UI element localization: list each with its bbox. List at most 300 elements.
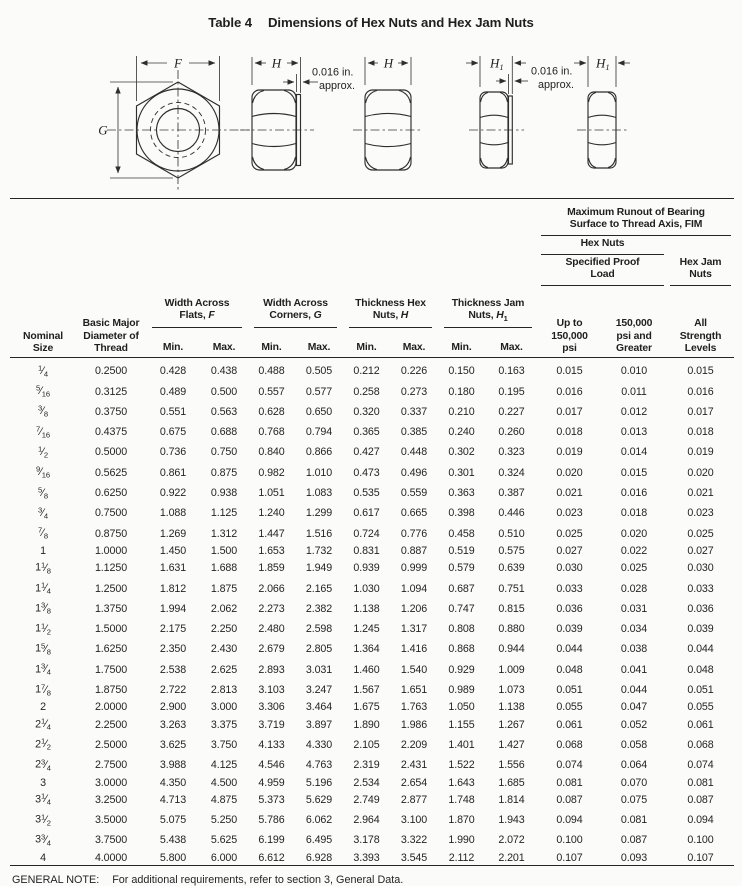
value-cell: 2.175 (159, 623, 187, 636)
table-row (10, 851, 734, 866)
value-cell: 0.258 (353, 385, 380, 398)
value-cell: 0.047 (620, 701, 648, 714)
value-cell: 0.034 (620, 623, 648, 636)
value-cell: 2.749 (353, 793, 380, 806)
value-cell: 2.625 (210, 663, 238, 676)
value-cell: 5.075 (159, 814, 187, 827)
value-cell: 3.750 (210, 738, 238, 751)
value-cell: 2.877 (400, 793, 428, 806)
value-cell: 0.039 (556, 623, 583, 636)
value-cell: 0.210 (448, 405, 475, 418)
col-group-thickness-hex-nuts: Thickness Hex Nuts, H (343, 286, 438, 341)
value-cell: 0.387 (498, 487, 525, 500)
value-cell: 1.763 (400, 701, 428, 714)
dim-h-label: H (271, 55, 282, 71)
value-cell: 0.577 (305, 385, 333, 398)
table-row (10, 810, 734, 830)
value-cell: 1.7500 (94, 663, 128, 676)
hex-nut-side-view (240, 56, 355, 171)
value-cell: 0.018 (687, 426, 714, 439)
value-cell: 2.813 (210, 684, 238, 697)
col-g-max: Max. (307, 341, 331, 353)
value-cell: 2.105 (353, 738, 380, 751)
value-cell: 1.051 (258, 487, 285, 500)
value-cell: 0.087 (556, 793, 583, 806)
table-row (10, 579, 734, 599)
value-cell: 3.464 (305, 701, 333, 714)
value-cell: 2.112 (448, 851, 475, 864)
value-cell: 5.250 (210, 814, 238, 827)
value-cell: 3.000 (210, 701, 238, 714)
value-cell: 0.021 (556, 487, 583, 500)
value-cell: 0.750 (210, 446, 238, 459)
value-cell: 0.815 (498, 602, 525, 615)
value-cell: 1.859 (258, 562, 285, 575)
value-cell: 0.2500 (94, 365, 128, 378)
value-cell: 1.267 (498, 718, 525, 731)
value-cell: 0.010 (620, 365, 648, 378)
table-number: Table 4 (208, 15, 252, 30)
value-cell: 2.534 (353, 776, 380, 789)
dim-h-label-2: H (383, 55, 394, 71)
value-cell: 2.062 (210, 602, 238, 615)
value-cell: 2.350 (159, 643, 187, 656)
value-cell: 0.030 (556, 562, 583, 575)
nominal-size-cell: 4 (40, 851, 46, 864)
value-cell: 2.0000 (94, 701, 128, 714)
value-cell: 0.081 (687, 776, 714, 789)
dim-h (252, 57, 318, 93)
value-cell: 0.150 (448, 365, 475, 378)
table-row (10, 358, 734, 382)
nominal-size-cell: $^7⁄_8$ (38, 525, 48, 541)
value-cell: 0.320 (353, 405, 380, 418)
value-cell: 3.103 (258, 684, 285, 697)
value-cell: 3.306 (258, 701, 285, 714)
value-cell: 0.021 (687, 487, 714, 500)
value-cell: 3.7500 (94, 834, 128, 847)
col-f-min: Min. (162, 341, 184, 353)
value-cell: 6.000 (210, 851, 238, 864)
col-nominal-size: Nominal Size (23, 330, 63, 354)
value-cell: 1.986 (400, 718, 428, 731)
value-cell: 5.786 (258, 814, 285, 827)
value-cell: 0.051 (687, 684, 714, 697)
value-cell: 2.2500 (94, 718, 128, 731)
value-cell: 0.559 (400, 487, 428, 500)
value-cell: 0.5625 (94, 466, 128, 479)
nominal-size-cell: $^3⁄_4$ (38, 505, 48, 521)
col-group-thickness-jam-nuts: Thickness Jam Nuts, $H_1$ (438, 286, 538, 341)
value-cell: 5.196 (305, 776, 333, 789)
value-cell: 0.044 (620, 684, 648, 697)
value-cell: 6.495 (305, 834, 333, 847)
value-cell: 2.165 (305, 582, 333, 595)
value-cell: 0.033 (556, 582, 583, 595)
value-cell: 0.665 (400, 507, 428, 520)
value-cell: 1.2500 (94, 582, 128, 595)
nominal-size-cell: $^1⁄_2$ (38, 444, 48, 460)
value-cell: 2.654 (400, 776, 428, 789)
nominal-size-cell: $1^7⁄_8$ (35, 682, 51, 698)
value-cell: 0.861 (159, 466, 187, 479)
value-cell: 0.094 (687, 814, 714, 827)
value-cell: 0.017 (556, 405, 583, 418)
value-cell: 0.163 (498, 365, 525, 378)
value-cell: 1.875 (210, 582, 238, 595)
value-cell: 0.768 (258, 426, 285, 439)
value-cell: 0.500 (210, 385, 238, 398)
value-cell: 0.363 (448, 487, 475, 500)
value-cell: 0.724 (353, 527, 380, 540)
hex-nuts-banner-spacer (667, 236, 734, 255)
value-cell: 0.999 (400, 562, 428, 575)
hex-nut-side-view-2 (353, 56, 423, 171)
nominal-size-cell: 2 (40, 701, 46, 714)
value-cell: 0.048 (687, 663, 714, 676)
value-cell: 3.719 (258, 718, 285, 731)
nominal-size-cell: $3^1⁄_2$ (35, 812, 51, 828)
nominal-size-cell: $1^3⁄_4$ (35, 661, 51, 677)
value-cell: 0.061 (556, 718, 583, 731)
value-cell: 0.880 (498, 623, 525, 636)
general-note-label: GENERAL NOTE: (12, 873, 100, 886)
value-cell: 0.058 (620, 738, 648, 751)
value-cell: 0.027 (687, 544, 714, 557)
value-cell: 1.500 (210, 544, 238, 557)
table-caption: Dimensions of Hex Nuts and Hex Jam Nuts (267, 15, 534, 30)
table-body (10, 358, 734, 866)
value-cell: 1.050 (448, 701, 475, 714)
col-h-min: Min. (356, 341, 377, 353)
col-basic-major-diameter: Basic Major Diameter of Thread (82, 318, 140, 354)
dim-f-label: F (174, 55, 182, 71)
value-cell: 0.068 (687, 738, 714, 751)
value-cell: 1.460 (353, 663, 380, 676)
value-cell: 3.263 (159, 718, 187, 731)
table-row (10, 402, 734, 422)
value-cell: 0.989 (448, 684, 475, 697)
value-cell: 3.0000 (94, 776, 128, 789)
value-cell: 0.519 (448, 544, 475, 557)
value-cell: 3.545 (400, 851, 428, 864)
value-cell: 4.713 (159, 793, 187, 806)
hex-jam-nuts-banner: Hex Jam Nuts (667, 255, 734, 286)
value-cell: 1.138 (353, 602, 380, 615)
col-group-width-across-corners: Width Across Corners, G (248, 286, 343, 341)
value-cell: 1.949 (305, 562, 333, 575)
value-cell: 0.736 (159, 446, 187, 459)
value-cell: 0.022 (620, 544, 648, 557)
nominal-size-cell: $2^1⁄_4$ (35, 716, 51, 732)
dimensions-table (10, 198, 734, 866)
value-cell: 0.087 (687, 793, 714, 806)
value-cell: 0.866 (305, 446, 333, 459)
value-cell: 2.964 (353, 814, 380, 827)
value-cell: 0.505 (305, 365, 333, 378)
nominal-size-cell: 3 (40, 776, 46, 789)
value-cell: 0.027 (556, 544, 583, 557)
table-row (10, 503, 734, 523)
value-cell: 2.066 (258, 582, 285, 595)
value-cell: 0.036 (687, 602, 714, 615)
value-cell: 3.178 (353, 834, 380, 847)
value-cell: 0.015 (620, 466, 648, 479)
value-cell: 0.617 (353, 507, 380, 520)
value-cell: 0.982 (258, 466, 285, 479)
value-cell: 1.3750 (94, 602, 128, 615)
value-cell: 0.808 (448, 623, 475, 636)
value-cell: 0.6250 (94, 487, 128, 500)
value-cell: 0.016 (556, 385, 583, 398)
value-cell: 0.017 (687, 405, 714, 418)
value-cell: 2.538 (159, 663, 187, 676)
general-note-text: For additional requirements, refer to section 3, General Data. (112, 873, 404, 886)
runout-banner: Maximum Runout of Bearing Surface to Thread Axis, FIM (538, 199, 734, 236)
value-cell: 2.900 (159, 701, 187, 714)
dim-g-label: G (98, 122, 108, 138)
col-h1-min: Min. (451, 341, 472, 353)
value-cell: 4.500 (210, 776, 238, 789)
value-cell: 0.018 (620, 507, 648, 520)
value-cell: 1.890 (353, 718, 380, 731)
value-cell: 4.875 (210, 793, 238, 806)
value-cell: 0.030 (687, 562, 714, 575)
value-cell: 1.450 (159, 544, 187, 557)
value-cell: 1.245 (353, 623, 380, 636)
value-cell: 1.317 (400, 623, 428, 636)
value-cell: 0.675 (159, 426, 187, 439)
value-cell: 1.427 (498, 738, 525, 751)
col-proof-150000-greater: 150,000 psi and Greater (615, 318, 653, 354)
value-cell: 0.557 (258, 385, 285, 398)
value-cell: 0.044 (556, 643, 583, 656)
value-cell: 0.226 (400, 365, 428, 378)
value-cell: 0.011 (621, 385, 647, 398)
table-row (10, 544, 734, 558)
value-cell: 2.893 (258, 663, 285, 676)
value-cell: 0.794 (305, 426, 333, 439)
value-cell: 2.431 (400, 759, 428, 772)
value-cell: 2.209 (400, 738, 428, 751)
value-cell: 4.0000 (94, 851, 128, 864)
value-cell: 0.019 (687, 446, 714, 459)
col-proof-up-to-150000: Up to 150,000 psi (551, 318, 588, 354)
nominal-size-cell: $1^5⁄_8$ (35, 641, 51, 657)
value-cell: 1.994 (159, 602, 187, 615)
value-cell: 1.206 (400, 602, 428, 615)
general-note (12, 874, 742, 886)
value-cell: 0.385 (400, 426, 428, 439)
value-cell: 2.430 (210, 643, 238, 656)
value-cell: 0.036 (556, 602, 583, 615)
value-cell: 1.009 (498, 663, 525, 676)
value-cell: 0.3750 (94, 405, 128, 418)
value-cell: 0.8750 (94, 527, 128, 540)
value-cell: 0.458 (448, 527, 475, 540)
value-cell: 0.398 (448, 507, 475, 520)
value-cell: 1.416 (400, 643, 428, 656)
jam-nut-side-view-2 (574, 56, 630, 169)
value-cell: 0.070 (620, 776, 648, 789)
col-h-max: Max. (402, 341, 426, 353)
value-cell: 0.013 (620, 426, 648, 439)
value-cell: 0.031 (620, 602, 648, 615)
proof-load-banner: Specified Proof Load (538, 255, 667, 286)
value-cell: 3.393 (353, 851, 380, 864)
nominal-size-cell: $^1⁄_4$ (38, 363, 48, 379)
value-cell: 0.496 (400, 466, 428, 479)
value-cell: 0.052 (620, 718, 648, 731)
value-cell: 0.688 (210, 426, 238, 439)
value-cell: 0.273 (400, 385, 428, 398)
value-cell: 1.269 (159, 527, 187, 540)
value-cell: 0.212 (353, 365, 380, 378)
value-cell: 0.020 (556, 466, 583, 479)
value-cell: 0.014 (620, 446, 648, 459)
washer-offset-note-line2: approx. (538, 79, 575, 91)
col-g-min: Min. (261, 341, 282, 353)
value-cell: 3.247 (305, 684, 333, 697)
page-title (0, 0, 742, 48)
value-cell: 5.438 (159, 834, 187, 847)
value-cell: 1.653 (258, 544, 285, 557)
value-cell: 0.015 (687, 365, 714, 378)
value-cell: 1.6250 (94, 643, 128, 656)
value-cell: 1.088 (159, 507, 187, 520)
value-cell: 3.5000 (94, 814, 128, 827)
value-cell: 0.687 (448, 582, 475, 595)
nominal-size-cell: $2^3⁄_4$ (35, 757, 51, 773)
value-cell: 0.023 (687, 507, 714, 520)
value-cell: 1.155 (448, 718, 475, 731)
value-cell: 4.350 (159, 776, 187, 789)
table-row (10, 382, 734, 402)
value-cell: 0.868 (448, 643, 475, 656)
value-cell: 0.747 (448, 602, 475, 615)
value-cell: 0.093 (620, 851, 648, 864)
value-cell: 0.074 (556, 759, 583, 772)
value-cell: 0.023 (556, 507, 583, 520)
nominal-size-cell: $1^1⁄_8$ (35, 560, 51, 576)
hex-front-view (98, 56, 250, 193)
value-cell: 1.540 (400, 663, 428, 676)
value-cell: 6.062 (305, 814, 333, 827)
value-cell: 0.039 (687, 623, 714, 636)
value-cell: 1.943 (498, 814, 525, 827)
value-cell: 2.805 (305, 643, 333, 656)
table-row (10, 558, 734, 578)
table-row (10, 524, 734, 544)
value-cell: 0.061 (687, 718, 714, 731)
value-cell: 0.015 (556, 365, 583, 378)
value-cell: 0.033 (687, 582, 714, 595)
washer-offset-note-line2: approx. (319, 80, 356, 92)
value-cell: 1.073 (498, 684, 525, 697)
value-cell: 1.522 (448, 759, 475, 772)
nominal-size-cell: $1^3⁄_8$ (35, 600, 51, 616)
table-row (10, 463, 734, 483)
value-cell: 0.488 (258, 365, 285, 378)
value-cell: 0.628 (258, 405, 285, 418)
value-cell: 1.732 (305, 544, 333, 557)
value-cell: 4.763 (305, 759, 333, 772)
value-cell: 1.1250 (94, 562, 128, 575)
value-cell: 4.330 (305, 738, 333, 751)
value-cell: 0.438 (210, 365, 238, 378)
value-cell: 0.028 (620, 582, 648, 595)
jam-nut-side-view (466, 56, 574, 169)
table-row (10, 680, 734, 700)
table-row (10, 619, 734, 639)
value-cell: 0.081 (620, 814, 648, 827)
value-cell: 2.201 (498, 851, 525, 864)
value-cell: 1.401 (448, 738, 475, 751)
value-cell: 0.100 (687, 834, 714, 847)
table-row (10, 830, 734, 850)
value-cell: 0.5000 (94, 446, 128, 459)
col-f-max: Max. (212, 341, 236, 353)
value-cell: 2.319 (353, 759, 380, 772)
value-cell: 0.260 (498, 426, 525, 439)
value-cell: 0.448 (400, 446, 428, 459)
value-cell: 1.675 (353, 701, 380, 714)
value-cell: 2.722 (159, 684, 187, 697)
value-cell: 1.685 (498, 776, 525, 789)
value-cell: 0.019 (556, 446, 583, 459)
value-cell: 0.575 (498, 544, 525, 557)
value-cell: 5.629 (305, 793, 333, 806)
value-cell: 0.087 (620, 834, 648, 847)
value-cell: 2.072 (498, 834, 525, 847)
value-cell: 1.556 (498, 759, 525, 772)
value-cell: 3.375 (210, 718, 238, 731)
nominal-size-cell: $^5⁄_{16}$ (35, 383, 51, 399)
value-cell: 0.7500 (94, 507, 128, 520)
col-h1-max: Max. (500, 341, 523, 353)
value-cell: 0.302 (448, 446, 475, 459)
value-cell: 1.870 (448, 814, 475, 827)
value-cell: 1.083 (305, 487, 333, 500)
value-cell: 2.7500 (94, 759, 128, 772)
value-cell: 0.020 (620, 527, 648, 540)
value-cell: 2.250 (210, 623, 238, 636)
value-cell: 0.020 (687, 466, 714, 479)
value-cell: 0.427 (353, 446, 380, 459)
value-cell: 4.133 (258, 738, 285, 751)
value-cell: 1.125 (210, 507, 238, 520)
value-cell: 1.8750 (94, 684, 128, 697)
value-cell: 1.643 (448, 776, 475, 789)
value-cell: 1.990 (448, 834, 475, 847)
value-cell: 0.324 (498, 466, 525, 479)
value-cell: 0.048 (556, 663, 583, 676)
value-cell: 0.055 (556, 701, 583, 714)
value-cell: 0.068 (556, 738, 583, 751)
value-cell: 3.897 (305, 718, 333, 731)
table-row (10, 776, 734, 790)
nominal-size-cell: $^7⁄_{16}$ (35, 424, 51, 440)
value-cell: 2.5000 (94, 738, 128, 751)
value-cell: 5.373 (258, 793, 285, 806)
table-row (10, 483, 734, 503)
value-cell: 6.612 (258, 851, 285, 864)
value-cell: 1.094 (400, 582, 428, 595)
hex-nut-drawing (0, 48, 742, 198)
table-row (10, 735, 734, 755)
table-row (10, 442, 734, 462)
value-cell: 0.929 (448, 663, 475, 676)
